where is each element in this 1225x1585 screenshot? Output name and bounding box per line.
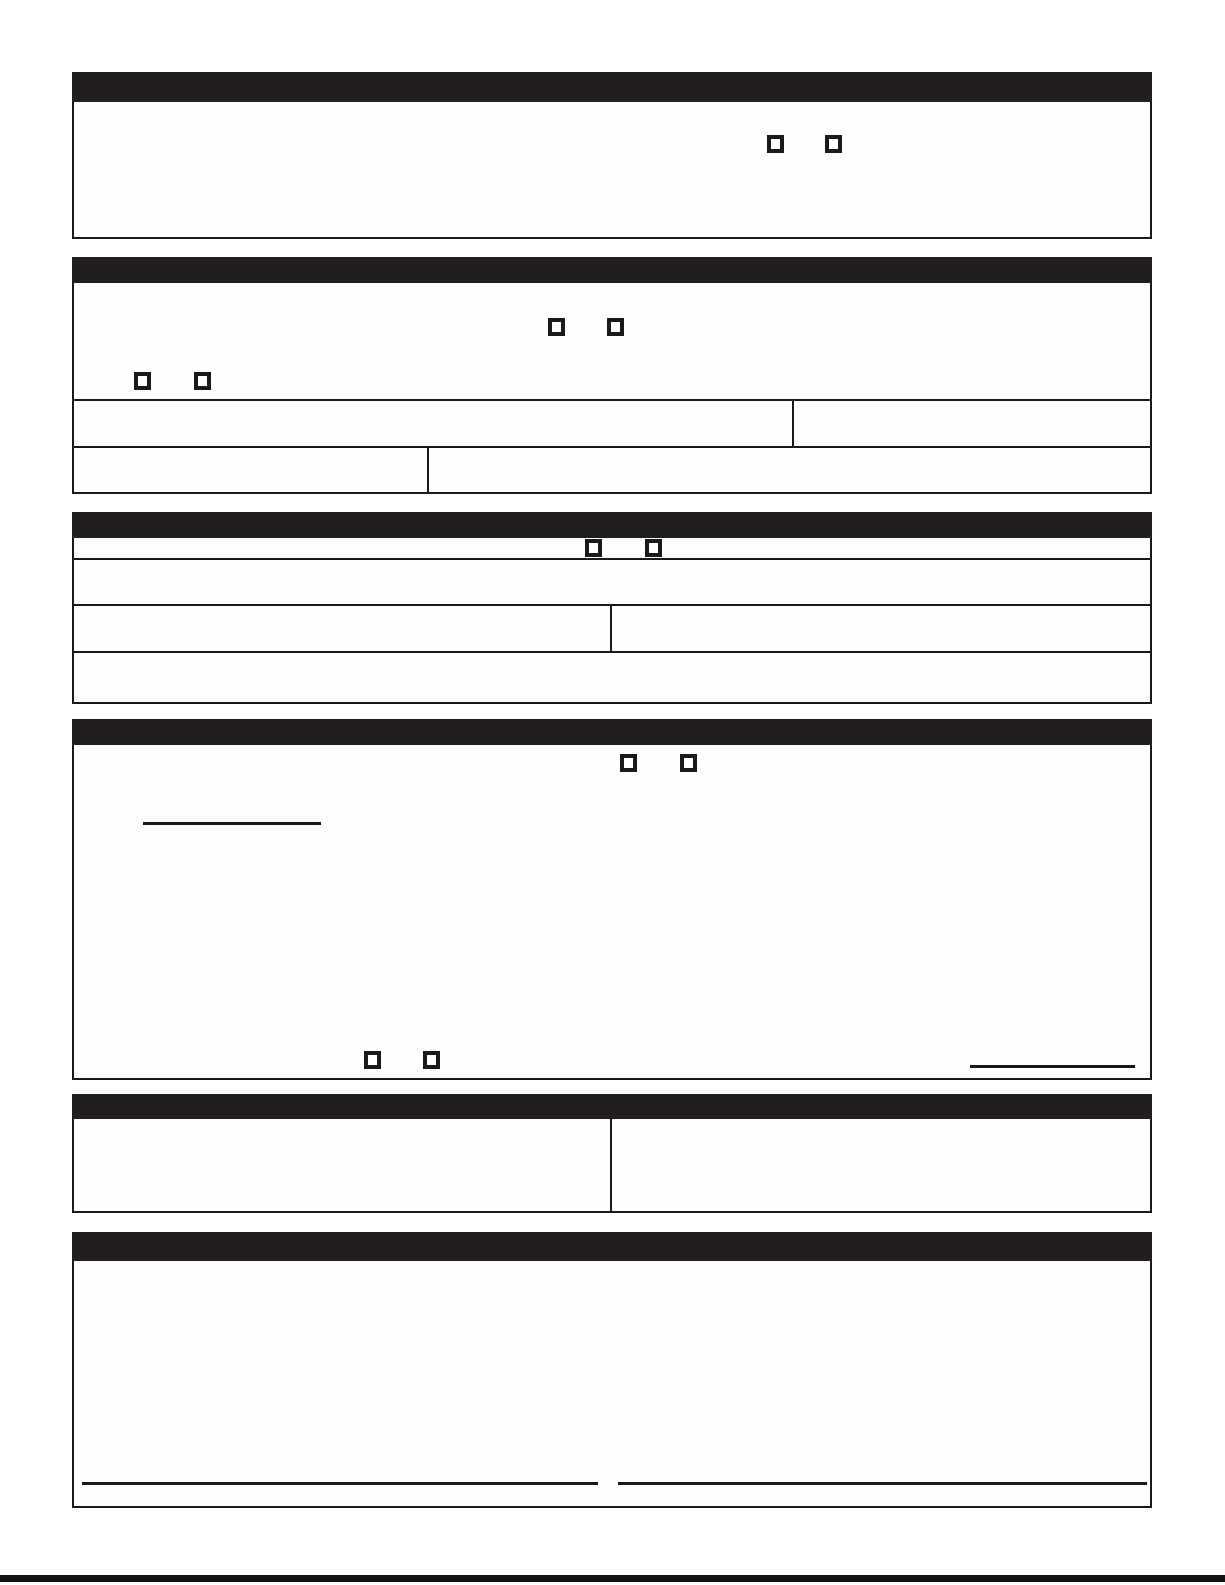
section-5-header-bar [72, 1094, 1152, 1119]
section-3-row-divider-3 [72, 651, 1152, 653]
section-6-signature-line-right[interactable] [618, 1482, 1147, 1485]
section-2-box [72, 257, 1152, 494]
section-2-cell-divider-2 [427, 446, 429, 494]
section-3-row-divider-1 [72, 558, 1152, 560]
section-1-header-bar [72, 72, 1152, 102]
page-bottom-edge-line [0, 1575, 1225, 1582]
section-5-cell-divider [610, 1119, 612, 1213]
section-2-row-divider-1 [72, 399, 1152, 401]
section2-checkbox-1[interactable] [548, 318, 565, 336]
section-3-box [72, 512, 1152, 704]
section4-checkbox-4[interactable] [423, 1051, 440, 1069]
section-4-fill-in-line-2[interactable] [970, 1065, 1135, 1068]
section-2-cell-divider-1 [792, 399, 794, 448]
section4-checkbox-2[interactable] [680, 754, 697, 772]
section3-checkbox-2[interactable] [645, 539, 662, 557]
section-6-box [72, 1232, 1152, 1508]
section-4-box [72, 719, 1152, 1080]
section-4-header-bar [72, 719, 1152, 745]
section2-checkbox-3[interactable] [134, 372, 151, 390]
section1-checkbox-1[interactable] [767, 135, 784, 153]
section-6-header-bar [72, 1232, 1152, 1261]
section4-checkbox-1[interactable] [620, 754, 637, 772]
section-6-signature-line-left[interactable] [82, 1482, 598, 1485]
section-2-row-divider-2 [72, 446, 1152, 448]
section-2-header-bar [72, 257, 1152, 283]
section2-checkbox-4[interactable] [194, 372, 211, 390]
section-4-fill-in-line-1[interactable] [143, 822, 321, 825]
section-3-header-bar [72, 512, 1152, 538]
section1-checkbox-2[interactable] [825, 135, 842, 153]
section3-checkbox-1[interactable] [585, 539, 602, 557]
section-3-row-divider-2 [72, 604, 1152, 606]
section-3-cell-divider [610, 604, 612, 653]
section4-checkbox-3[interactable] [364, 1051, 381, 1069]
section2-checkbox-2[interactable] [607, 318, 624, 336]
